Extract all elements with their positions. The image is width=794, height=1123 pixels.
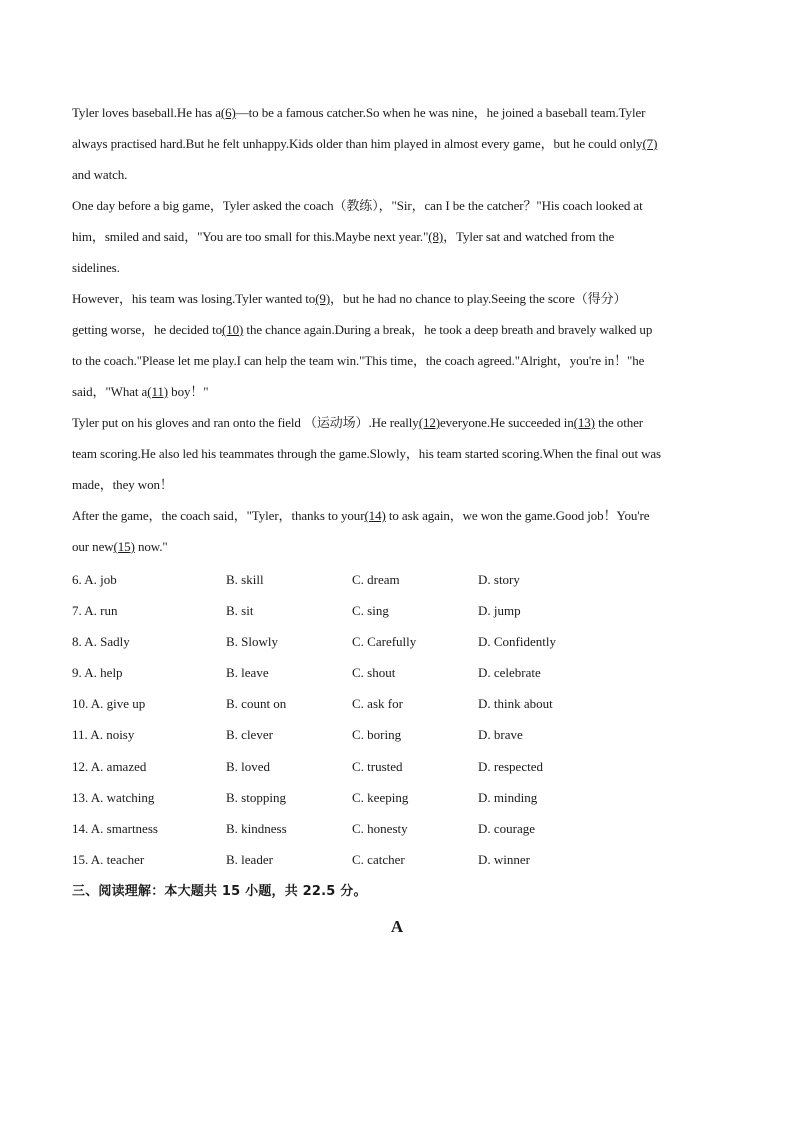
blank-number: (10)	[222, 322, 244, 337]
option-b: B. leader	[226, 851, 273, 867]
option-c: C. catcher	[352, 851, 405, 867]
answer-options	[72, 567, 724, 878]
question-row	[72, 598, 724, 629]
option-d: D. winner	[478, 851, 530, 867]
option-a: 10. A. give up	[72, 696, 146, 712]
part-label: A	[390, 917, 404, 936]
option-a: 6. A. job	[72, 572, 117, 587]
question-row	[72, 847, 724, 878]
option-a: 9. A. help	[72, 665, 123, 681]
blank-number: (11)	[147, 384, 169, 399]
passage-text: Tyler put on his gloves and ran onto the field （运动场）.He really	[72, 415, 419, 430]
passage-line	[72, 224, 724, 255]
passage-text: Tyler loves baseball.He has a	[72, 105, 221, 120]
passage-text: and watch.	[72, 167, 128, 182]
passage-text: him，smiled and said，"You are too small for this.Maybe next year."	[72, 229, 429, 244]
passage-text: boy！"	[168, 384, 209, 399]
passage-line	[72, 100, 724, 131]
option-a: 8. A. Sadly	[72, 634, 130, 650]
option-b: B. count on	[226, 696, 287, 712]
option-d: D. celebrate	[478, 665, 541, 681]
blank-number: (9)	[315, 291, 331, 306]
option-b: B. loved	[226, 758, 271, 774]
option-b: B. kindness	[226, 820, 287, 836]
passage-line	[72, 317, 724, 348]
option-a: 13. A. watching	[72, 789, 155, 805]
passage-line	[72, 503, 724, 534]
question-row	[72, 754, 724, 785]
option-c: C. ask for	[352, 696, 403, 712]
question-row	[72, 785, 724, 816]
option-d: D. respected	[478, 758, 543, 774]
passage-line	[72, 379, 724, 410]
passage-line	[72, 286, 724, 317]
passage-text: —to be a famous catcher.So when he was nine，he joined a baseball team.Tyler	[235, 105, 646, 120]
section-heading: 三、阅读理解：本大题共 15 小题，共 22.5 分。	[72, 884, 367, 899]
option-b: B. Slowly	[226, 634, 279, 650]
passage-line	[72, 410, 724, 441]
passage-text: our new	[72, 539, 114, 554]
blank-number: (14)	[364, 508, 386, 523]
blank-number: (8)	[428, 229, 444, 244]
option-b: B. leave	[226, 665, 269, 681]
cloze-passage	[72, 100, 724, 565]
passage-line	[72, 193, 724, 224]
blank-number: (7)	[642, 136, 658, 151]
passage-text: After the game，the coach said，"Tyler，thanks to your	[72, 508, 365, 523]
option-d: D. think about	[478, 696, 553, 712]
passage-text: sidelines.	[72, 260, 120, 275]
option-a: 12. A. amazed	[72, 758, 147, 774]
question-row	[72, 691, 724, 722]
option-c: C. Carefully	[352, 634, 417, 650]
passage-line	[72, 534, 724, 565]
question-row	[72, 722, 724, 753]
passage-text: getting worse，he decided to	[72, 322, 223, 337]
option-c: C. boring	[352, 727, 402, 743]
passage-text: One day before a big game，Tyler asked the coach（教练），"Sir，can I be the catcher？"His coach looked at	[72, 198, 643, 213]
option-c: C. trusted	[352, 758, 403, 774]
passage-line	[72, 348, 724, 379]
passage-text: to the coach."Please let me play.I can help the team win."This time，the coach agreed."Alright，you're in！"he	[72, 353, 645, 368]
passage-line	[72, 255, 724, 286]
option-a: 7. A. run	[72, 603, 118, 619]
passage-text: made，they won！	[72, 477, 173, 492]
option-a: 15. A. teacher	[72, 851, 145, 867]
blank-number: (15)	[113, 539, 135, 554]
question-row	[72, 629, 724, 660]
passage-text: everyone.He succeeded in	[439, 415, 574, 430]
passage-text: the other	[594, 415, 644, 430]
option-b: B. stopping	[226, 789, 286, 805]
option-d: D. courage	[478, 820, 536, 836]
option-d: D. minding	[478, 789, 538, 805]
option-d: D. brave	[478, 727, 523, 743]
passage-text: team scoring.He also led his teammates through the game.Slowly，his team started scoring.When the final out was	[72, 446, 662, 461]
passage-text: now."	[134, 539, 168, 554]
passage-line	[72, 162, 724, 193]
blank-number: (12)	[418, 415, 440, 430]
option-c: C. shout	[352, 665, 396, 681]
passage-line	[72, 131, 724, 162]
option-b: B. skill	[226, 572, 264, 587]
option-a: 14. A. smartness	[72, 820, 158, 836]
passage-text: ，but he had no chance to play.Seeing the score（得分）	[330, 291, 627, 306]
option-b: B. clever	[226, 727, 273, 743]
option-c: C. keeping	[352, 789, 409, 805]
question-row	[72, 660, 724, 691]
option-d: D. story	[478, 572, 520, 587]
question-row	[72, 816, 724, 847]
passage-line	[72, 441, 724, 472]
passage-text: ，Tyler sat and watched from the	[443, 229, 615, 244]
option-c: C. honesty	[352, 820, 408, 836]
passage-text: to ask again，we won the game.Good job！You're	[385, 508, 650, 523]
blank-number: (13)	[573, 415, 595, 430]
passage-text: the chance again.During a break，he took a deep breath and bravely walked up	[243, 322, 653, 337]
option-c: C. dream	[352, 572, 400, 587]
option-d: D. Confidently	[478, 634, 556, 650]
passage-text: always practised hard.But he felt unhappy.Kids older than him played in almost every game，but he could only	[72, 136, 643, 151]
passage-text: said，"What a	[72, 384, 148, 399]
question-row	[72, 567, 724, 598]
blank-number: (6)	[220, 105, 236, 120]
option-c: C. sing	[352, 603, 389, 619]
option-b: B. sit	[226, 603, 254, 619]
passage-line	[72, 472, 724, 503]
passage-text: However，his team was losing.Tyler wanted to	[72, 291, 316, 306]
option-d: D. jump	[478, 603, 521, 619]
option-a: 11. A. noisy	[72, 727, 135, 743]
